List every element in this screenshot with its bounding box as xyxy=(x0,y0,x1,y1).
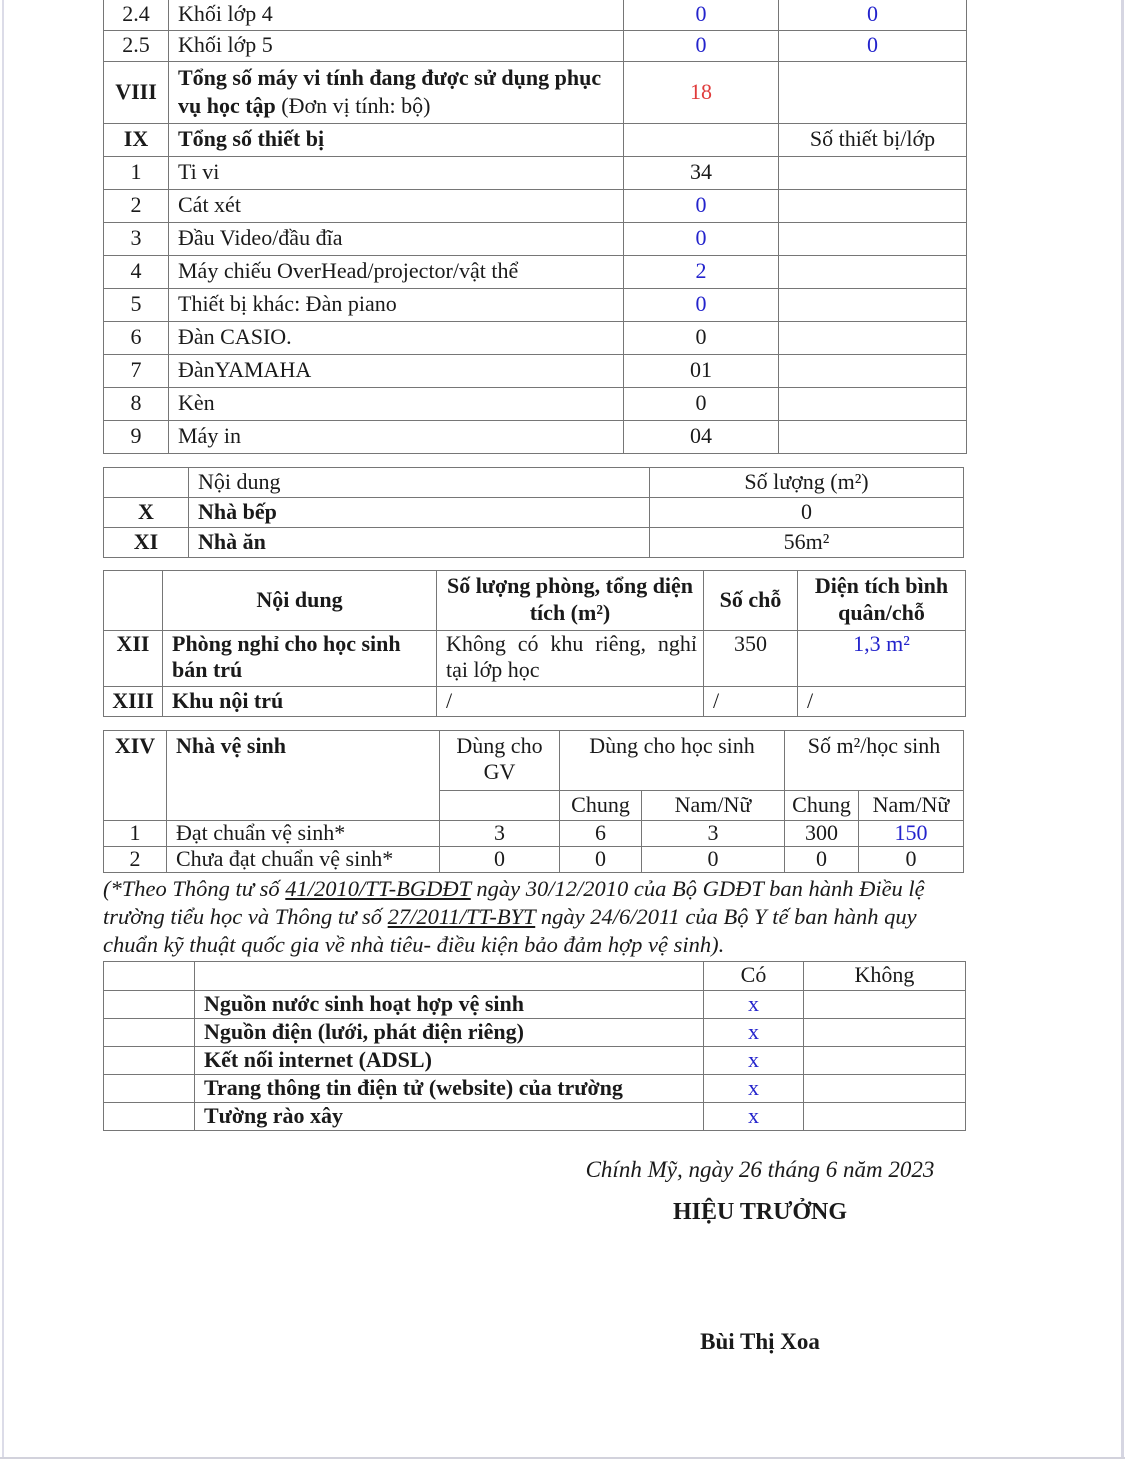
row-label: Máy chiếu OverHead/projector/vật thể xyxy=(169,255,624,288)
row-value: 0 xyxy=(779,30,967,61)
row-value: 0 xyxy=(624,288,779,321)
header-avg: Diện tích bình quân/chỗ xyxy=(798,570,966,630)
row-value: 56m² xyxy=(650,527,964,557)
row-label: Khối lớp 4 xyxy=(169,0,624,30)
signer-title: HIỆU TRƯỞNG xyxy=(672,1198,848,1225)
row-seats: / xyxy=(704,686,798,716)
row-index xyxy=(104,1102,195,1130)
row-index: 5 xyxy=(104,288,169,321)
row-no-mark xyxy=(804,1046,966,1074)
row-yes-mark: x xyxy=(704,990,804,1018)
row-avg: 1,3 m² xyxy=(798,630,966,686)
row-value: Số thiết bị/lớp xyxy=(779,123,967,156)
table-header-row xyxy=(104,467,964,497)
row-value xyxy=(779,387,967,420)
header-content: Nội dung xyxy=(163,570,437,630)
table-row xyxy=(104,321,967,354)
row-value xyxy=(779,288,967,321)
row-index: IX xyxy=(104,123,169,156)
row-label: Kết nối internet (ADSL) xyxy=(195,1046,704,1074)
subheader-empty-cell xyxy=(440,790,560,820)
row-label-main: Tổng số máy vi tính đang được sử dụng phục vụ học tập xyxy=(178,65,602,118)
rest-table xyxy=(103,570,966,717)
row-index xyxy=(104,990,195,1018)
row-m2-chung: 300 xyxy=(785,820,859,846)
section-index: XIV xyxy=(104,730,167,820)
row-no-mark xyxy=(804,990,966,1018)
row-value: 0 xyxy=(624,0,779,30)
row-label: Tổng số thiết bị xyxy=(169,123,624,156)
row-value: 2 xyxy=(624,255,779,288)
row-yes-mark: x xyxy=(704,1046,804,1074)
table-row xyxy=(104,354,967,387)
row-students-chung: 0 xyxy=(560,846,642,872)
table-row xyxy=(104,30,967,61)
table-row xyxy=(104,497,964,527)
header-per-student: Số m²/học sinh xyxy=(785,730,964,790)
header-no: Không xyxy=(804,961,966,990)
row-index: 2.5 xyxy=(104,30,169,61)
row-value: 0 xyxy=(624,189,779,222)
table-row xyxy=(104,1046,966,1074)
table-row xyxy=(104,189,967,222)
row-seats: 350 xyxy=(704,630,798,686)
table-header-row xyxy=(104,730,964,790)
header-empty-cell xyxy=(104,961,195,990)
row-gv: 3 xyxy=(440,820,560,846)
table-row xyxy=(104,0,967,30)
row-label: Thiết bị khác: Đàn piano xyxy=(169,288,624,321)
table-row xyxy=(104,846,964,872)
signature-block xyxy=(530,1155,990,1357)
row-index: VIII xyxy=(104,61,169,123)
table-row xyxy=(104,222,967,255)
section-title: Nhà vệ sinh xyxy=(167,730,440,820)
row-avg: / xyxy=(798,686,966,716)
row-label: Tường rào xây xyxy=(195,1102,704,1130)
row-value xyxy=(779,354,967,387)
table-header-row xyxy=(104,570,966,630)
row-index xyxy=(104,1018,195,1046)
table-row xyxy=(104,630,966,686)
row-value: 04 xyxy=(624,420,779,453)
row-index: 6 xyxy=(104,321,169,354)
row-value xyxy=(779,255,967,288)
table-row xyxy=(104,255,967,288)
footnote-text: (*Theo Thông tư số xyxy=(103,875,286,901)
row-value: 0 xyxy=(779,0,967,30)
table-row xyxy=(104,1074,966,1102)
table-row xyxy=(104,1102,966,1130)
table-header-row xyxy=(104,961,966,990)
table-row xyxy=(104,990,966,1018)
row-label: Đầu Video/đầu đĩa xyxy=(169,222,624,255)
row-label-note: (Đơn vị tính: bộ) xyxy=(275,93,431,118)
row-value: 0 xyxy=(624,30,779,61)
footnote-text: ngày 24/6/2011 của Bộ Y tế ban hành quy chuẩn kỹ thuật quốc gia về nhà tiêu- điều kiện bảo đảm hợp vệ sinh). xyxy=(103,903,917,957)
row-index: 4 xyxy=(104,255,169,288)
page-edge-left xyxy=(2,0,4,1459)
row-index: 2 xyxy=(104,189,169,222)
row-label: Nhà ăn xyxy=(189,527,650,557)
row-label: Ti vi xyxy=(169,156,624,189)
subheader-chung: Chung xyxy=(785,790,859,820)
footnote-circular-ref: 41/2010/TT-BGDĐT xyxy=(285,875,471,901)
table-row xyxy=(104,288,967,321)
header-rooms: Số lượng phòng, tổng diện tích (m²) xyxy=(437,570,704,630)
row-no-mark xyxy=(804,1074,966,1102)
row-label: Khối lớp 5 xyxy=(169,30,624,61)
subheader-namnu: Nam/Nữ xyxy=(642,790,785,820)
row-label xyxy=(169,61,624,123)
row-label: Kèn xyxy=(169,387,624,420)
row-value: 18 xyxy=(624,61,779,123)
row-label: Nguồn điện (lưới, phát điện riêng) xyxy=(195,1018,704,1046)
table-row xyxy=(104,123,967,156)
row-value xyxy=(624,123,779,156)
row-index: 8 xyxy=(104,387,169,420)
page-edge-right xyxy=(1121,0,1124,1459)
row-label: Chưa đạt chuẩn vệ sinh* xyxy=(167,846,440,872)
row-index: XIII xyxy=(104,686,163,716)
row-label: Máy in xyxy=(169,420,624,453)
row-label: Đạt chuẩn vệ sinh* xyxy=(167,820,440,846)
row-label: Trang thông tin điện tử (website) của trường xyxy=(195,1074,704,1102)
row-label: Đàn CASIO. xyxy=(169,321,624,354)
row-yes-mark: x xyxy=(704,1102,804,1130)
footnote-text: ngày 30/12/2010 của Bộ GDĐT ban hành Điều lệ trường tiểu học và Thông tư số xyxy=(103,875,925,929)
row-rooms: Không có khu riêng, nghỉ tại lớp học xyxy=(437,630,704,686)
row-index: 7 xyxy=(104,354,169,387)
row-value xyxy=(779,61,967,123)
row-index xyxy=(104,1046,195,1074)
subheader-chung: Chung xyxy=(560,790,642,820)
row-value xyxy=(779,189,967,222)
row-m2-namnu: 150 xyxy=(859,820,964,846)
row-value: 0 xyxy=(624,387,779,420)
row-index: XI xyxy=(104,527,189,557)
checklist-table xyxy=(103,961,966,1131)
subheader-namnu: Nam/Nữ xyxy=(859,790,964,820)
table-row xyxy=(104,820,964,846)
row-gv: 0 xyxy=(440,846,560,872)
row-m2-chung: 0 xyxy=(785,846,859,872)
row-label: Cát xét xyxy=(169,189,624,222)
row-students-chung: 6 xyxy=(560,820,642,846)
header-empty-cell xyxy=(104,467,189,497)
row-no-mark xyxy=(804,1018,966,1046)
row-no-mark xyxy=(804,1102,966,1130)
row-value: 34 xyxy=(624,156,779,189)
header-students: Dùng cho học sinh xyxy=(560,730,785,790)
row-value xyxy=(779,222,967,255)
row-label: Phòng nghỉ cho học sinh bán trú xyxy=(163,630,437,686)
row-students-namnu: 3 xyxy=(642,820,785,846)
table-row xyxy=(104,686,966,716)
table-row xyxy=(104,61,967,123)
row-yes-mark: x xyxy=(704,1018,804,1046)
header-qty: Số lượng (m²) xyxy=(650,467,964,497)
row-label: Khu nội trú xyxy=(163,686,437,716)
header-content: Nội dung xyxy=(189,467,650,497)
row-yes-mark: x xyxy=(704,1074,804,1102)
footnote-circular-ref: 27/2011/TT-BYT xyxy=(387,903,536,929)
place-date-line: Chính Mỹ, ngày 26 tháng 6 năm 2023 xyxy=(585,1156,935,1182)
row-value: 0 xyxy=(624,222,779,255)
area-table xyxy=(103,467,964,558)
table-row xyxy=(104,156,967,189)
table-row xyxy=(104,527,964,557)
row-index xyxy=(104,1074,195,1102)
header-empty-cell xyxy=(104,570,163,630)
row-index: 3 xyxy=(104,222,169,255)
row-value: 01 xyxy=(624,354,779,387)
equipment-table xyxy=(103,0,967,454)
row-label: Nguồn nước sinh hoạt hợp vệ sinh xyxy=(195,990,704,1018)
row-index: 1 xyxy=(104,820,167,846)
header-gv: Dùng cho GV xyxy=(440,730,560,790)
row-value xyxy=(779,156,967,189)
header-yes: Có xyxy=(704,961,804,990)
table-row xyxy=(104,387,967,420)
row-index: XII xyxy=(104,630,163,686)
footnote xyxy=(103,875,965,959)
table-row xyxy=(104,420,967,453)
row-rooms: / xyxy=(437,686,704,716)
row-m2-namnu: 0 xyxy=(859,846,964,872)
signer-name: Bùi Thị Xoa xyxy=(700,1328,820,1354)
row-value xyxy=(779,321,967,354)
table-row xyxy=(104,1018,966,1046)
row-value: 0 xyxy=(650,497,964,527)
row-index: 1 xyxy=(104,156,169,189)
header-seats: Số chỗ xyxy=(704,570,798,630)
row-index: 2 xyxy=(104,846,167,872)
row-value xyxy=(779,420,967,453)
row-index: X xyxy=(104,497,189,527)
row-label: ĐànYAMAHA xyxy=(169,354,624,387)
row-label: Nhà bếp xyxy=(189,497,650,527)
header-empty-cell xyxy=(195,961,704,990)
row-students-namnu: 0 xyxy=(642,846,785,872)
row-index: 9 xyxy=(104,420,169,453)
row-index: 2.4 xyxy=(104,0,169,30)
toilet-table xyxy=(103,730,964,873)
row-value: 0 xyxy=(624,321,779,354)
